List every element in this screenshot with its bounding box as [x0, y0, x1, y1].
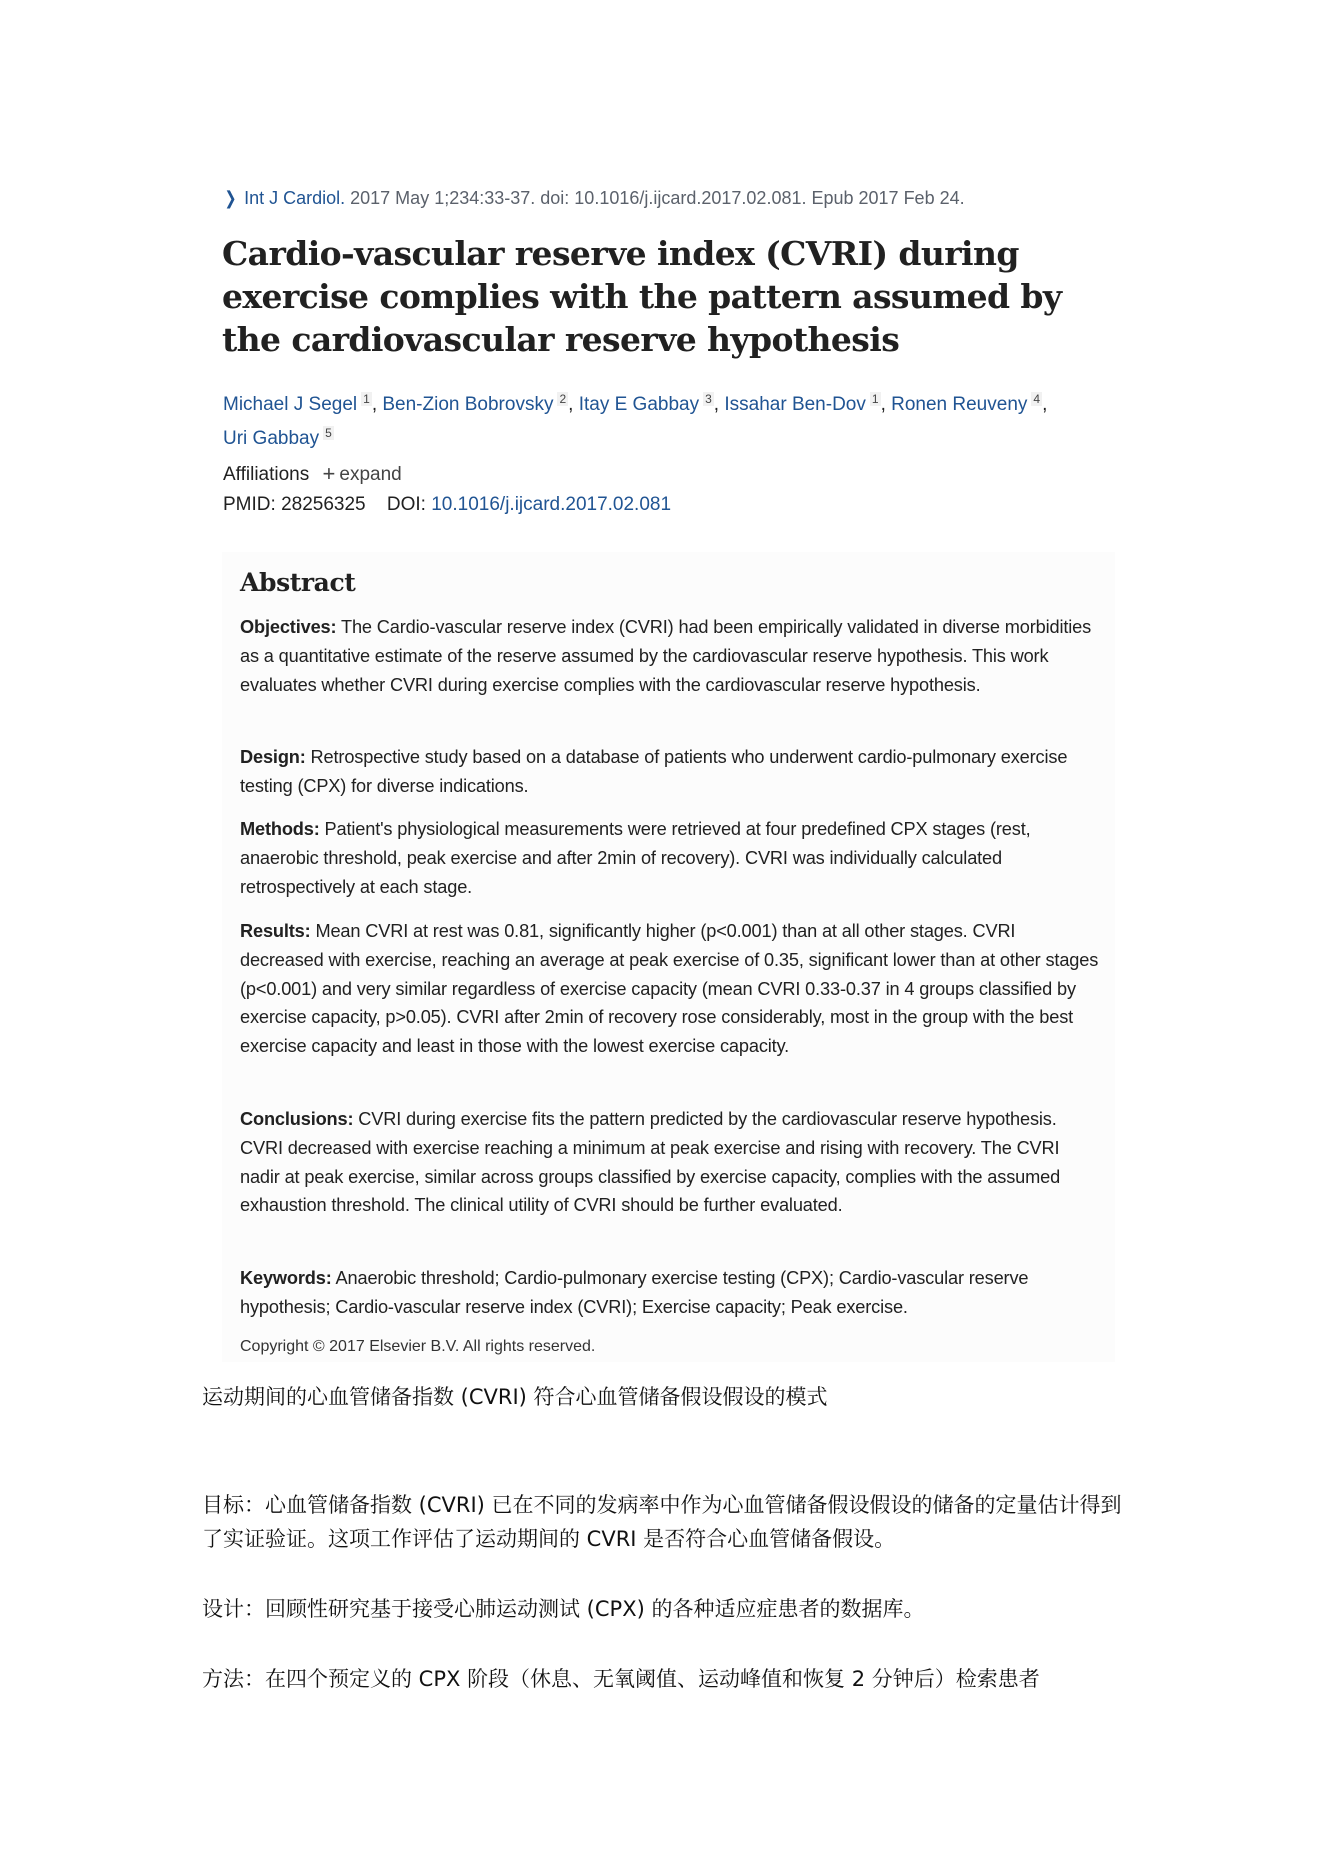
section-label: Keywords:: [240, 1268, 332, 1288]
author-link[interactable]: Issahar Ben-Dov: [724, 394, 866, 415]
section-text: CVRI during exercise fits the pattern predicted by the cardiovascular reserve hypothesis. CVRI decreased with exercise reaching a minimum at peak exercise and rising with recovery. The CVRI nadir at peak exercise, similar across groups classified by exercise capacity, complies with the assumed exhaustion threshold. The clinical utility of CVRI should be further evaluated.: [240, 1109, 1061, 1216]
journal-link[interactable]: Int J Cardiol.: [244, 188, 346, 208]
affiliations-expand-button[interactable]: [322, 461, 402, 486]
identifiers-row: [223, 494, 671, 516]
translated-design: 设计：回顾性研究基于接受心肺运动测试 (CPX) 的各种适应症患者的数据库。: [202, 1597, 925, 1621]
copyright-notice: Copyright © 2017 Elsevier B.V. All rights reserved.: [240, 1338, 596, 1355]
pmid-value: 28256325: [281, 494, 366, 515]
section-text: Mean CVRI at rest was 0.81, significantly higher (p<0.001) than at all other stages. CVRI decreased with exercise, reaching an average at peak exercise of 0.35, significant lower than at other stages (p<0.001) and very similar regardless of exercise capacity (mean CVRI 0.33-0.37 in 4 groups classified by exercise capacity, p>0.05). CVRI after 2min of recovery rose considerably, most in the group with the best exercise capacity and least in those with the lowest exercise capacity.: [240, 921, 1099, 1057]
translated-title: 运动期间的心血管储备指数 (CVRI) 符合心血管储备假设假设的模式: [202, 1385, 828, 1409]
section-label: Results:: [240, 921, 311, 941]
section-label: Methods:: [240, 819, 320, 839]
chevron-right-icon[interactable]: ❯: [224, 188, 237, 208]
abstract-keywords: [240, 1264, 1100, 1322]
abstract-conclusions: [240, 1105, 1100, 1220]
expand-label: expand: [339, 464, 402, 485]
affiliation-ref[interactable]: 4: [1033, 392, 1041, 406]
citation-line: [223, 188, 965, 209]
author-link[interactable]: Uri Gabbay: [223, 428, 320, 449]
section-text: Retrospective study based on a database of patients who underwent cardio-pulmonary exercise testing (CPX) for diverse indications.: [240, 747, 1068, 796]
affiliation-ref[interactable]: 1: [363, 392, 370, 406]
article-title: Cardio-vascular reserve index (CVRI) during exercise complies with the pattern assumed by the cardiovascular reserve hypothesis: [222, 234, 1062, 359]
affiliation-ref[interactable]: 1: [871, 392, 879, 406]
author-link[interactable]: Itay E Gabbay: [578, 394, 700, 415]
abstract-objectives: [240, 613, 1100, 699]
author-link[interactable]: Ronen Reuveny: [891, 394, 1028, 415]
translated-methods: 方法：在四个预定义的 CPX 阶段（休息、无氧阈值、运动峰值和恢复 2 分钟后）检索患者: [202, 1667, 1040, 1691]
affiliation-ref[interactable]: 5: [325, 426, 332, 440]
affiliation-ref[interactable]: 3: [705, 392, 712, 406]
author-link[interactable]: Ben-Zion Bobrovsky: [382, 394, 554, 415]
citation-details: 2017 May 1;234:33-37. doi: 10.1016/j.ijcard.2017.02.081. Epub 2017 Feb 24.: [345, 188, 965, 208]
plus-icon: +: [322, 461, 336, 486]
section-label: Design:: [240, 747, 306, 767]
pmid-label: PMID:: [223, 494, 276, 515]
section-label: Objectives:: [240, 617, 337, 637]
translated-objectives: 目标：心血管储备指数 (CVRI) 已在不同的发病率中作为心血管储备假设假设的储备的定量估计得到了实证验证。这项工作评估了运动期间的 CVRI 是否符合心血管储备假设。: [202, 1493, 1122, 1551]
affiliations-row: [223, 461, 402, 487]
abstract-results: [240, 917, 1100, 1061]
section-label: Conclusions:: [240, 1109, 354, 1129]
author-list: Michael J Segel $^1$ , Ben-Zion Bobrovsky $^2$ , Itay E Gabbay $^3$ , Issahar Ben-Dov $^1$ , Ronen Reuveny $^4$ , Uri Gabbay $^5$: [223, 392, 1048, 449]
doi-label: DOI:: [386, 494, 426, 515]
section-text: Anaerobic threshold; Cardio-pulmonary exercise testing (CPX); Cardio-vascular reserve hypothesis; Cardio-vascular reserve index (CVRI); Exercise capacity; Peak exercise.: [240, 1268, 1029, 1317]
affiliation-ref[interactable]: 2: [559, 392, 567, 406]
author-link[interactable]: Michael J Segel: [223, 394, 358, 415]
section-text: The Cardio-vascular reserve index (CVRI) had been empirically validated in diverse morbidities as a quantitative estimate of the reserve assumed by the cardiovascular reserve hypothesis. This work evaluates whether CVRI during exercise complies with the cardiovascular reserve hypothesis.: [240, 617, 1092, 695]
section-text: Patient's physiological measurements were retrieved at four predefined CPX stages (rest, anaerobic threshold, peak exercise and after 2min of recovery). CVRI was individually calculated retrospectively at each stage.: [240, 819, 1031, 897]
abstract-methods: [240, 815, 1100, 901]
affiliations-label: Affiliations: [223, 464, 310, 485]
doi-link[interactable]: 10.1016/j.ijcard.2017.02.081: [431, 494, 672, 515]
abstract-heading: Abstract: [240, 568, 356, 597]
abstract-design: [240, 743, 1100, 801]
